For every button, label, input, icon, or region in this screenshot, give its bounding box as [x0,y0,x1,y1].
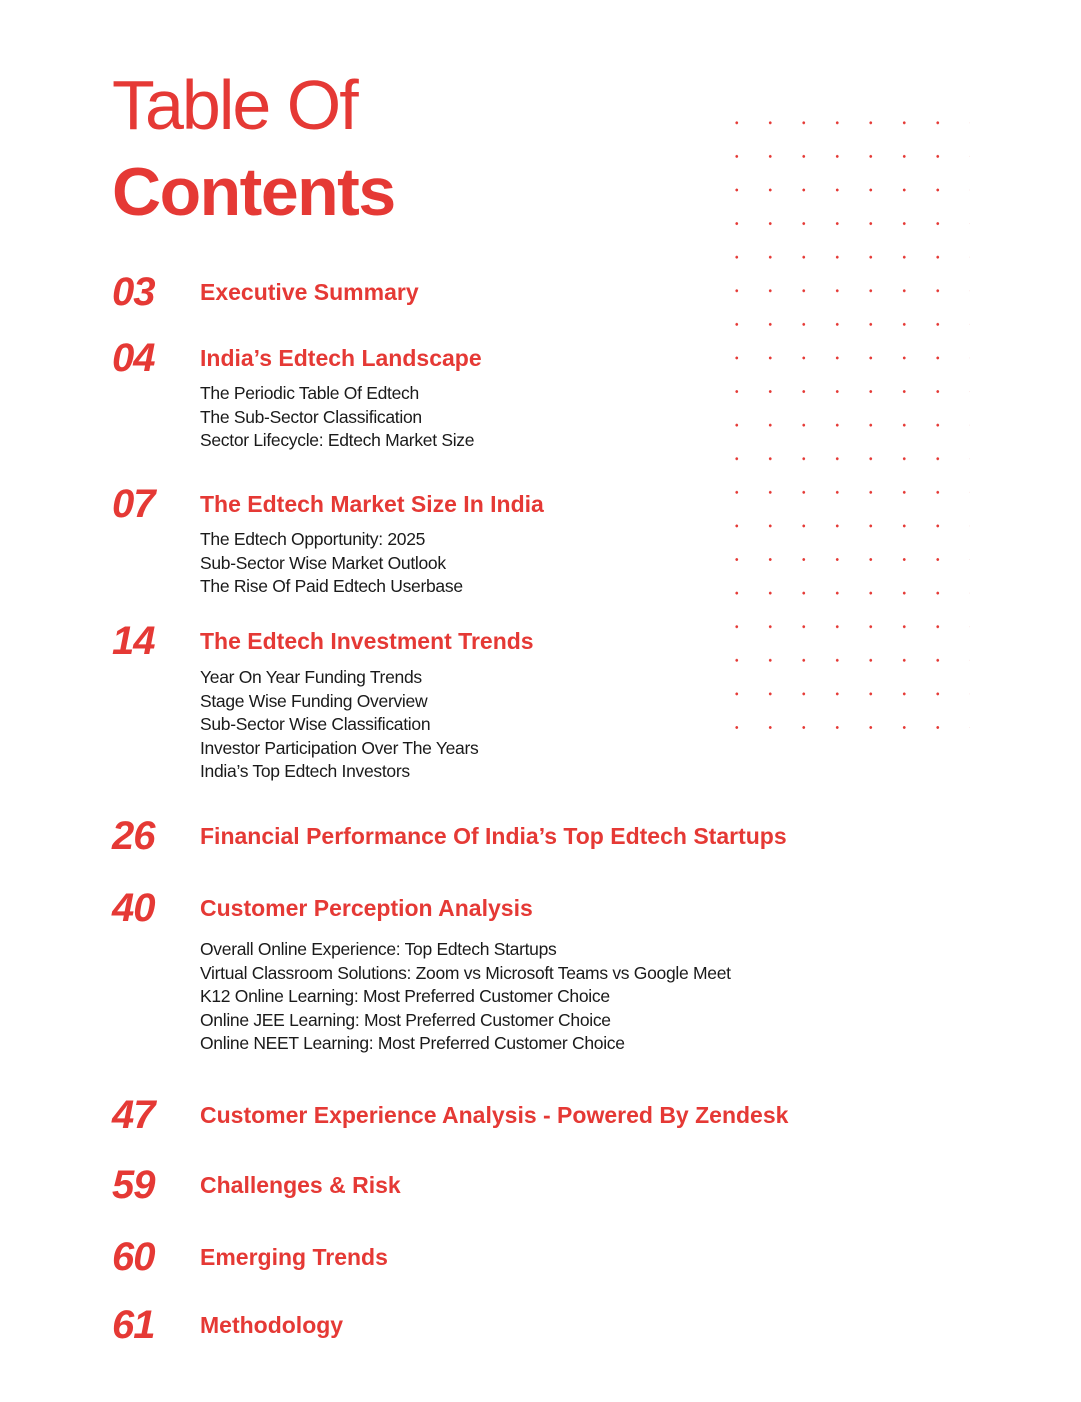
subsection-item[interactable]: Sub-Sector Wise Classification [200,714,431,735]
subsection-item[interactable]: Year On Year Funding Trends [200,667,422,687]
subsection-list [200,666,478,784]
subsection-list [200,938,731,1056]
subsection-item[interactable]: The Rise Of Paid Edtech Userbase [200,576,463,597]
page-number: 03 [112,270,155,314]
page-number: 59 [112,1163,155,1207]
page-number: 47 [112,1093,155,1137]
dot-grid-decoration [720,106,970,756]
page-number: 26 [112,814,155,858]
page-number: 14 [112,619,155,663]
section-heading[interactable]: Emerging Trends [200,1244,388,1270]
section-heading[interactable]: Challenges & Risk [200,1172,401,1198]
section-heading[interactable]: The Edtech Market Size In India [200,491,544,517]
subsection-item[interactable]: India’s Top Edtech Investors [200,761,410,782]
section-heading[interactable]: Executive Summary [200,279,419,305]
page-number: 07 [112,482,155,526]
subsection-list [200,528,463,599]
section-heading[interactable]: Customer Perception Analysis [200,895,533,921]
section-heading[interactable]: Methodology [200,1312,344,1338]
subsection-item[interactable]: Online NEET Learning: Most Preferred Customer Choice [200,1033,625,1054]
subsection-item[interactable]: Sub-Sector Wise Market Outlook [200,552,446,573]
subsection-list [200,382,474,453]
section-heading[interactable]: Customer Experience Analysis - Powered By Zendesk [200,1102,789,1128]
subsection-item[interactable]: Investor Participation Over The Years [200,737,479,758]
subsection-item[interactable]: Virtual Classroom Solutions: Zoom vs Microsoft Teams vs Google Meet [200,962,731,983]
section-heading[interactable]: India’s Edtech Landscape [200,345,482,371]
page-number: 60 [112,1235,155,1279]
subsection-item[interactable]: Overall Online Experience: Top Edtech Startups [200,939,557,959]
section-heading[interactable]: The Edtech Investment Trends [200,628,534,654]
section-heading[interactable]: Financial Performance Of India’s Top Edtech Startups [200,823,787,849]
subsection-item[interactable]: The Edtech Opportunity: 2025 [200,529,426,549]
page-number: 61 [112,1303,155,1347]
title-line-1: Table Of [112,66,357,144]
page-number: 04 [112,336,155,380]
subsection-item[interactable]: Stage Wise Funding Overview [200,690,428,711]
subsection-item[interactable]: K12 Online Learning: Most Preferred Customer Choice [200,986,610,1007]
subsection-item[interactable]: Online JEE Learning: Most Preferred Customer Choice [200,1009,611,1030]
subsection-item[interactable]: The Periodic Table Of Edtech [200,383,419,403]
page-number: 40 [112,886,155,930]
subsection-item[interactable]: Sector Lifecycle: Edtech Market Size [200,430,475,451]
title-line-2: Contents [112,154,395,230]
subsection-item[interactable]: The Sub-Sector Classification [200,406,422,427]
